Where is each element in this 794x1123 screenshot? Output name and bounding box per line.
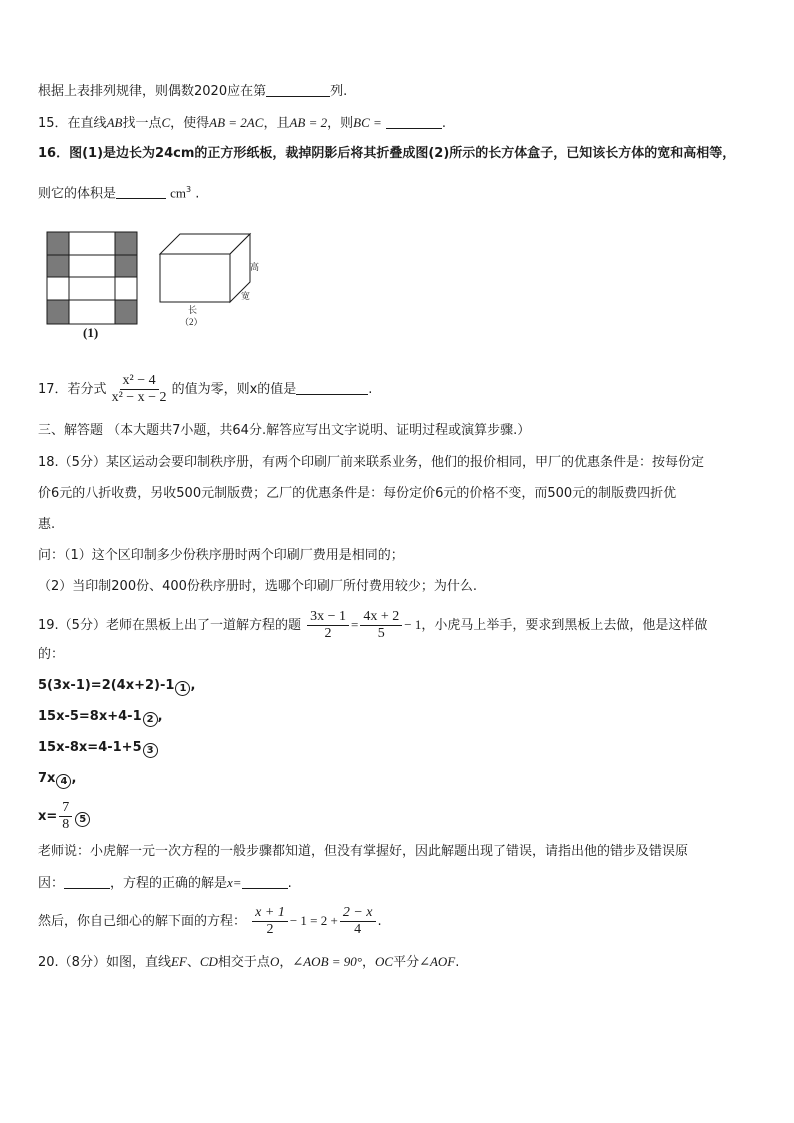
q15-number: 15． — [38, 116, 68, 131]
q20-end: . — [455, 955, 460, 970]
q15-point-c: C — [161, 115, 171, 130]
figure-2-box — [158, 232, 270, 327]
q20-text-d: ， — [361, 955, 375, 970]
q19-then-end: . — [377, 914, 382, 929]
q19-step-5 — [38, 800, 90, 833]
q18-line-1: 18.（5分）某区运动会要印制秩序册，有两个印刷厂前来联系业务，他们的报价相同，甲厂的优惠条件是：按每份定 — [38, 455, 704, 470]
q16-end: . — [195, 186, 200, 202]
q19-error-blank[interactable] — [64, 888, 110, 889]
q15-answer-blank[interactable] — [386, 128, 442, 129]
q17-end: . — [368, 382, 373, 397]
q19-step-5-numerator: 7 — [59, 800, 72, 817]
q15-text-a: 在直线 — [67, 116, 107, 131]
q19-step-3-text: 15x-8x=4-1+5 — [38, 740, 142, 755]
q19-step-2-end: , — [157, 709, 163, 724]
q16-answer-blank[interactable] — [116, 198, 166, 199]
q20-line — [38, 953, 459, 972]
q18-line-2: 价6元的八折收费，另收500元制版费；乙厂的优惠条件是：每份定价6元的价格不变，而500元的制版费四折优 — [38, 486, 677, 501]
q19-line-1 — [38, 609, 707, 642]
q19-step-2-text: 15x-5=8x+4-1 — [38, 709, 142, 724]
q14-answer-blank[interactable] — [266, 96, 330, 97]
q19-fraction-2-numerator: 4x + 2 — [360, 609, 402, 626]
q19-step-4 — [38, 770, 76, 789]
figure-2-caption: （2） — [180, 317, 203, 327]
q16-line-1: 16．图(1)是边长为24cm的正方形纸板，裁掉阴影后将其折叠成图(2)所示的长方体盒子，已知该长方体的宽和高相等， — [38, 146, 736, 161]
q19-fraction-1 — [307, 609, 349, 642]
q20-text-a: 20.（8分）如图，直线 — [38, 955, 171, 970]
q19-fraction-4-denominator: 4 — [354, 922, 362, 937]
q19-fraction-2 — [360, 609, 402, 642]
q15-segment-ab: AB — [106, 115, 123, 130]
q19-fraction-1-denominator: 2 — [324, 626, 332, 641]
q20-ray-oc: OC — [375, 954, 394, 969]
figure-2-width-label: 宽 — [241, 291, 251, 301]
q20-text-c: ， — [279, 955, 293, 970]
q17-number: 17． — [38, 382, 68, 397]
q19-step-3 — [38, 739, 158, 758]
q19-fraction-3-numerator: x + 1 — [252, 905, 288, 922]
q19-fraction-4 — [340, 905, 376, 938]
q19-text-a: 19.（5分）老师在黑板上出了一道解方程的题 — [38, 618, 301, 633]
q20-text-e: 平分 — [393, 955, 420, 970]
figure-2-length-label: 长 — [188, 305, 198, 315]
q20-angle-aof: ∠AOF — [419, 954, 456, 969]
circled-number-2-icon: 2 — [143, 712, 158, 727]
q20-line-cd: CD — [199, 954, 218, 969]
circled-number-1-icon: 1 — [175, 681, 190, 696]
q16-text: 则它的体积是 — [38, 186, 117, 202]
q20-line-ef: EF — [170, 954, 187, 969]
q19-then-middle: − 1 = 2 + — [289, 913, 338, 928]
q17-fraction — [109, 373, 170, 406]
q19-step-1 — [38, 677, 195, 696]
q15-text-d: ，且 — [263, 116, 290, 131]
q18-line-4: 问：（1）这个区印制多少份秩序册时两个印刷厂费用是相同的； — [38, 548, 404, 563]
q20-text-b: 相交于点 — [217, 955, 270, 970]
q19-fraction-1-numerator: 3x − 1 — [307, 609, 349, 626]
q19-fraction-3 — [252, 905, 288, 938]
q19-step-1-text: 5(3x-1)=2(4x+2)-1 — [38, 678, 175, 693]
q19-teacher-text-a: 因： — [38, 876, 65, 891]
q20-angle-aob: ∠AOB = 90° — [292, 954, 362, 969]
figure-1-drawing — [46, 231, 138, 325]
q15-text-e: ，则 — [327, 116, 354, 131]
q19-step-1-end: , — [190, 678, 196, 693]
circled-number-4-icon: 4 — [56, 774, 71, 789]
q18-line-5: （2）当印制200份、400份秩序册时，选哪个印刷厂所付费用较少；为什么. — [38, 579, 478, 594]
q19-teacher-line-2 — [38, 874, 292, 893]
section-3-heading: 三、解答题 （本大题共7小题，共64分.解答应写出文字说明、证明过程或演算步骤.） — [38, 423, 531, 438]
q17-answer-blank[interactable] — [296, 394, 368, 395]
q19-step-5-denominator: 8 — [62, 817, 70, 832]
q16-unit: cm — [170, 185, 187, 201]
q19-solution-blank[interactable] — [242, 888, 288, 889]
q19-fraction-4-numerator: 2 − x — [340, 905, 376, 922]
q19-then-line — [38, 905, 382, 938]
q19-teacher-line-1: 老师说：小虎解一元一次方程的一般步骤都知道，但没有掌握好，因此解题出现了错误，请指出他的错步及错误原 — [38, 844, 689, 859]
q15-text-c: ，使得 — [170, 116, 210, 131]
q19-step-4-end: , — [71, 771, 77, 786]
figure-2-height-label: 高 — [250, 262, 260, 272]
q19-minus-one: − 1 — [404, 617, 422, 632]
q14-tail-line — [38, 83, 347, 101]
q14-suffix: 列. — [330, 84, 348, 99]
q19-step-5-fraction — [59, 800, 72, 833]
q15-line — [38, 114, 446, 133]
q17-denominator: x² − x − 2 — [111, 390, 167, 405]
q19-step-2 — [38, 708, 163, 727]
q19-equals: = — [351, 617, 359, 632]
q19-fraction-3-denominator: 2 — [266, 922, 274, 937]
q19-teacher-x: x= — [227, 875, 242, 890]
q15-end: . — [441, 116, 447, 131]
q15-equation-2: AB = 2 — [289, 115, 328, 130]
figure-1-board — [46, 231, 138, 340]
q15-text-b: 找一点 — [122, 116, 162, 131]
circled-number-5-icon: 5 — [75, 812, 90, 827]
q19-teacher-end: . — [287, 876, 292, 891]
circled-number-3-icon: 3 — [143, 743, 158, 758]
q15-equation-1: AB = 2AC — [209, 115, 264, 130]
q19-fraction-2-denominator: 5 — [377, 626, 385, 641]
q19-then-text: 然后，你自己细心的解下面的方程： — [38, 914, 247, 929]
q17-text-a: 若分式 — [67, 382, 107, 397]
q19-step-4-text: 7x — [38, 771, 56, 786]
q17-text-b: 的值为零，则x的值是 — [171, 382, 297, 397]
q15-equation-3: BC = — [353, 115, 382, 130]
q18-line-3: 惠. — [38, 517, 56, 532]
q19-step-5-text: x= — [38, 809, 58, 824]
q19-text-b: ，小虎马上举手，要求到黑板上去做，他是这样做 — [421, 618, 708, 633]
q14-text: 根据上表排列规律，则偶数2020应在第 — [38, 84, 267, 99]
q17-numerator: x² − 4 — [120, 373, 159, 390]
q19-line-2: 的： — [38, 647, 65, 662]
q16-line-2 — [38, 181, 199, 203]
q20-point-o: O — [269, 954, 280, 969]
q16-unit-exponent: 3 — [186, 185, 192, 194]
q20-separator: 、 — [186, 955, 200, 970]
q19-teacher-text-b: ，方程的正确的解是 — [110, 876, 228, 891]
figure-1-caption: (1) — [83, 325, 99, 340]
q17-line — [38, 373, 372, 406]
